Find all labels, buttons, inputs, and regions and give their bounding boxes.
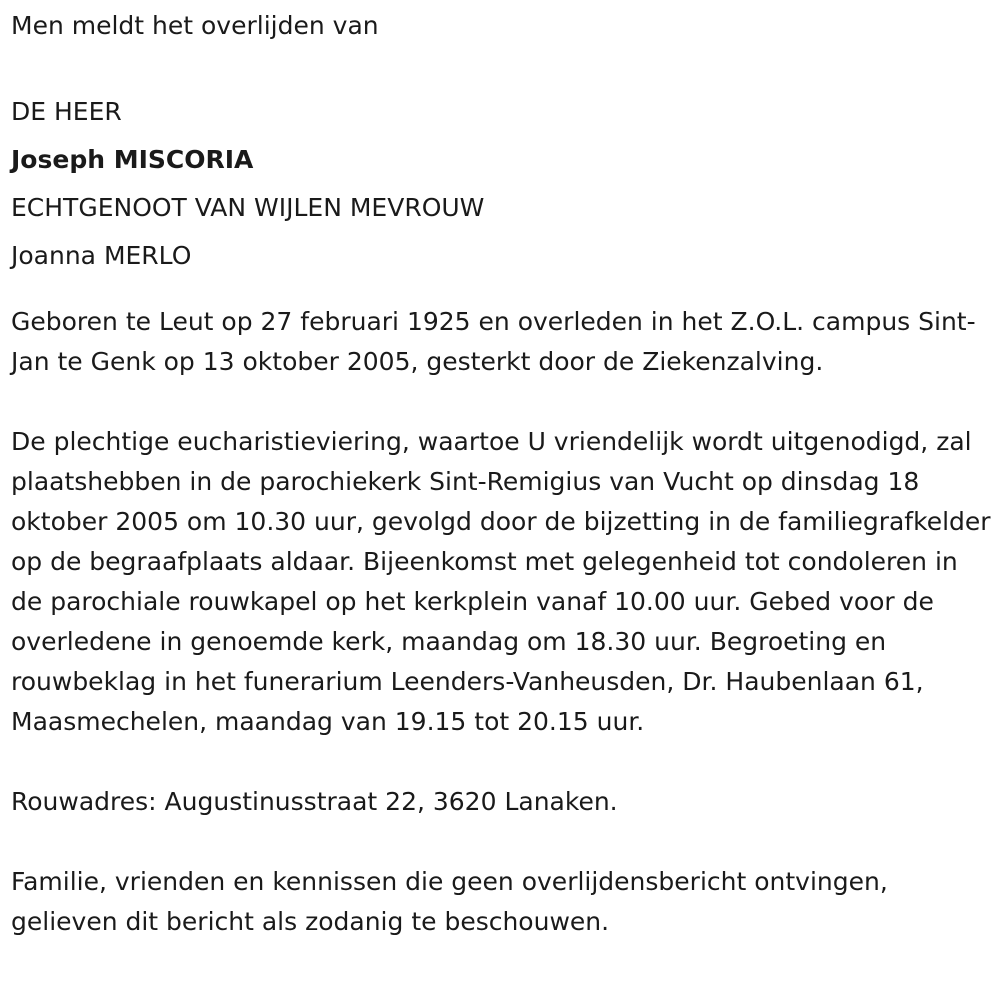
- ceremony-paragraph: De plechtige eucharistieviering, waartoe U vriendelijk wordt uitgenodigd, zal plaatshebben in de parochiekerk Sint-Remigius van Vucht op dinsdag 18 oktober 2005 om 10.30 uur, gevolgd door de bijzetting in de familiegrafkelder op de begraafplaats aldaar. Bijeenkomst met gelegenheid tot condoleren in de parochiale rouwkapel op het kerkplein vanaf 10.00 uur. Gebed voor de overledene in genoemde kerk, maandag om 18.30 uur. Begroeting en rouwbeklag in het funerarium Leenders-Vanheusden, Dr. Haubenlaan 61, Maasmechelen, maandag van 19.15 tot 20.15 uur.: [11, 427, 991, 736]
- spacer: [11, 822, 996, 862]
- spacer: [11, 382, 996, 422]
- spacer: [11, 280, 996, 302]
- closing-paragraph: Familie, vrienden en kennissen die geen overlijdensbericht ontvingen, gelieven dit bericht als zodanig te beschouwen.: [11, 867, 888, 936]
- intro-text: Men meldt het overlijden van: [11, 11, 379, 40]
- spacer: [11, 48, 996, 88]
- address-paragraph: Rouwadres: Augustinusstraat 22, 3620 Lanaken.: [11, 787, 618, 816]
- deceased-name: Joseph MISCORIA: [11, 145, 254, 174]
- honorific: DE HEER: [11, 97, 122, 126]
- death-notice: [11, 8, 996, 942]
- relation-text: ECHTGENOOT VAN WIJLEN MEVROUW: [11, 193, 485, 222]
- birth-death-paragraph: Geboren te Leut op 27 februari 1925 en overleden in het Z.O.L. campus Sint-Jan te Genk op 13 oktober 2005, gesterkt door de Ziekenzalving.: [11, 307, 976, 376]
- spacer: [11, 742, 996, 782]
- spouse-name: Joanna MERLO: [11, 241, 192, 270]
